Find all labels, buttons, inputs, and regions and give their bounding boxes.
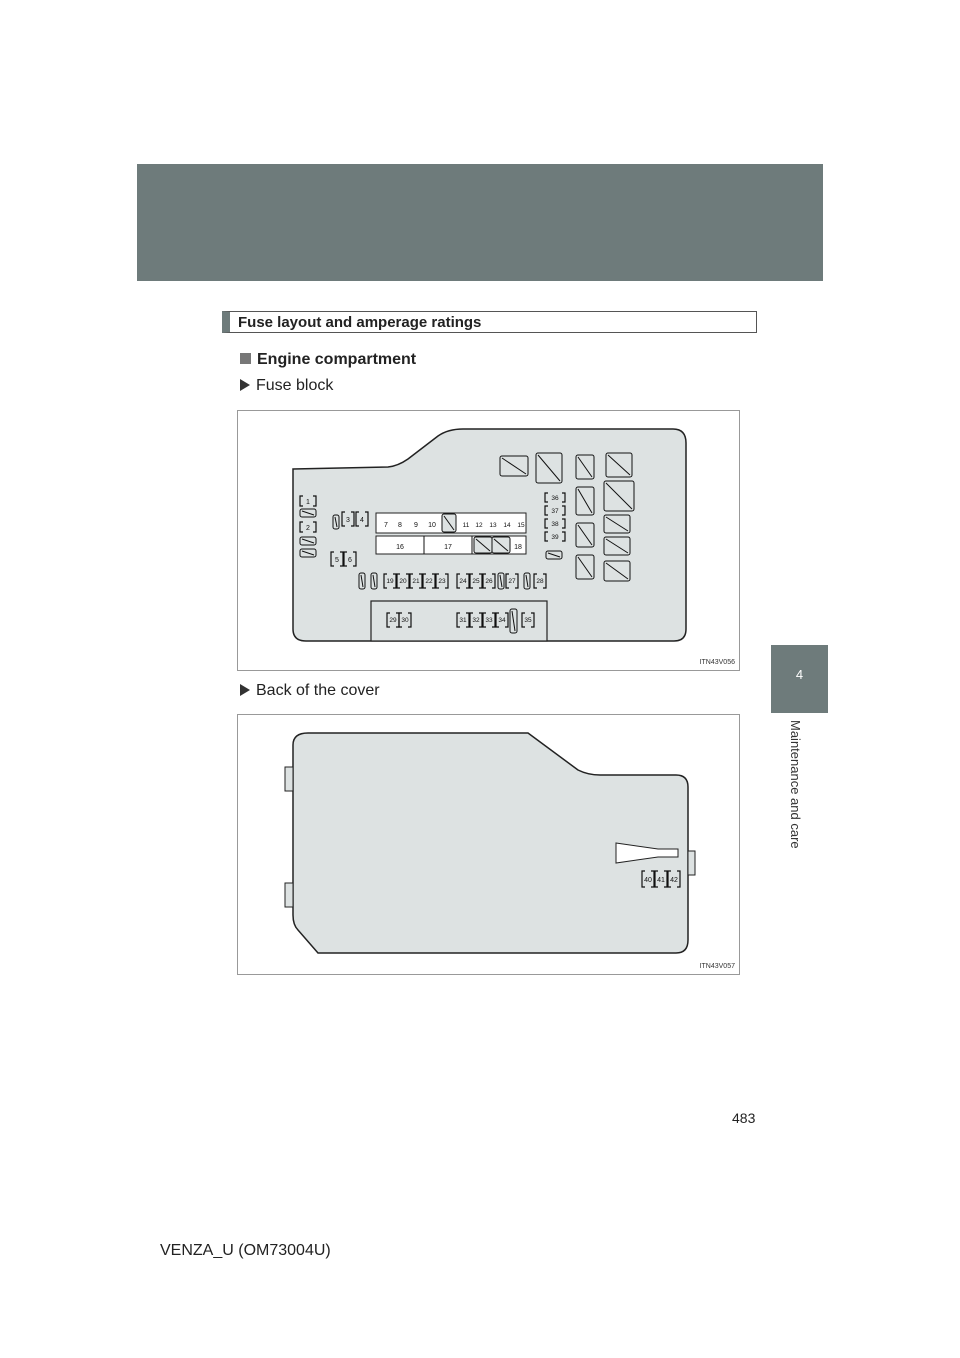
cover-tab-top-left	[285, 767, 293, 791]
fuse-21: 21	[412, 578, 420, 585]
section-label: 4-3. Do-it-yourself maintenance	[563, 390, 759, 406]
fuse-27: 27	[508, 578, 516, 585]
fuse-39: 39	[551, 534, 559, 541]
fuse-11: 11	[462, 522, 470, 529]
fuse-17: 17	[444, 544, 452, 551]
fuse-3: 3	[346, 517, 350, 524]
fuse-25: 25	[472, 578, 480, 585]
fuse-28: 28	[536, 578, 544, 585]
fuse-19: 19	[386, 578, 394, 585]
fuse-9: 9	[414, 522, 418, 529]
fuse-26: 26	[485, 578, 493, 585]
cover-back-drawing	[238, 715, 741, 976]
chapter-tab[interactable]	[771, 645, 828, 713]
fuse-10: 10	[428, 522, 436, 529]
cover-back-diagram	[237, 714, 740, 975]
fuse-38: 38	[551, 521, 559, 528]
chapter-number: 4	[795, 667, 804, 682]
fuse-8: 8	[398, 522, 402, 529]
figure-id: ITN43V056	[699, 659, 735, 666]
footer-code: VENZA_U (OM73004U)	[160, 1242, 331, 1259]
subheading: Engine compartment	[240, 351, 416, 369]
fuse-6: 6	[348, 557, 352, 564]
fuse-29: 29	[389, 617, 397, 624]
fuse-37: 37	[551, 508, 559, 515]
fuse-7: 7	[384, 522, 388, 529]
cover-outline	[293, 733, 688, 953]
fuse-12: 12	[475, 522, 483, 529]
fuse-2: 2	[306, 525, 310, 532]
figure-id: ITN43V057	[699, 963, 735, 970]
fuse-16: 16	[396, 544, 404, 551]
square-bullet-icon	[240, 353, 251, 364]
fuse-36: 36	[551, 495, 559, 502]
triangle-bullet-icon	[240, 379, 250, 391]
fuse-14: 14	[503, 522, 511, 529]
fuse-block-drawing	[238, 411, 741, 672]
fuse-block-diagram	[237, 410, 740, 671]
chapter-title: Maintenance and care	[788, 720, 803, 849]
fuse-4: 4	[360, 517, 364, 524]
triangle-bullet-icon	[240, 684, 250, 696]
fuse-5: 5	[335, 557, 339, 564]
fuse-35: 35	[524, 617, 532, 624]
fuse-24: 24	[459, 578, 467, 585]
fuse-13: 13	[489, 522, 497, 529]
fuse-31: 31	[459, 617, 467, 624]
fuse-1: 1	[306, 499, 310, 506]
page-number: 483	[732, 1110, 756, 1126]
fuse-32: 32	[472, 617, 480, 624]
fuse-22: 22	[425, 578, 433, 585]
fuse-40: 40	[644, 877, 652, 884]
fuse-20: 20	[399, 578, 407, 585]
caption-fuse-block: Fuse block	[240, 377, 333, 395]
fuse-41: 41	[657, 877, 665, 884]
cover-tab-right	[688, 851, 695, 875]
fuse-23: 23	[438, 578, 446, 585]
fuse-33: 33	[485, 617, 493, 624]
fuse-34: 34	[498, 617, 506, 624]
fuse-15: 15	[517, 522, 525, 529]
cover-tab-bottom-left	[285, 883, 293, 907]
fuse-30: 30	[401, 617, 409, 624]
section-title: Fuse layout and amperage ratings	[238, 314, 482, 331]
fuse-18: 18	[514, 544, 522, 551]
caption-back-cover: Back of the cover	[240, 682, 380, 700]
section-title-box	[222, 311, 757, 333]
fuse-42: 42	[670, 877, 678, 884]
